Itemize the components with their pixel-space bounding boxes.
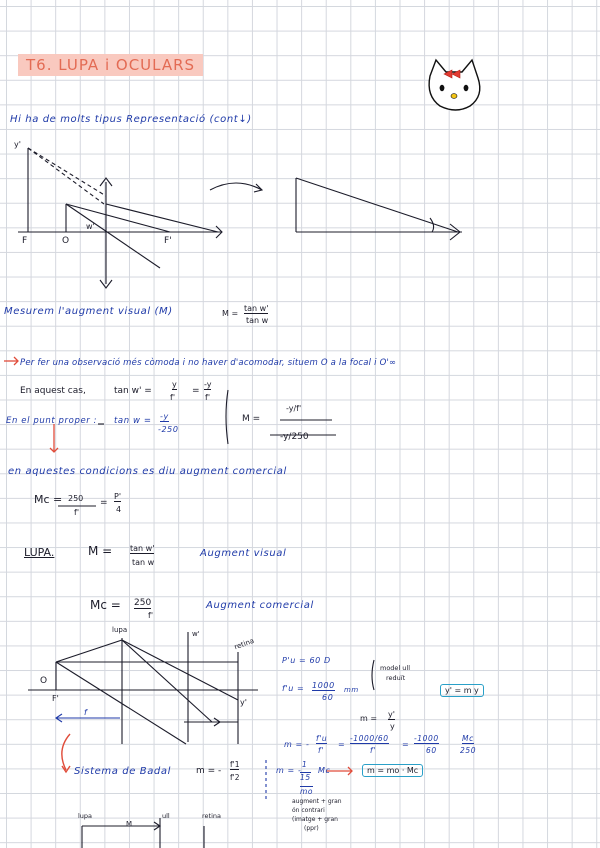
- m-long-num2: -1000/60: [350, 734, 389, 743]
- Mc-den1: f': [74, 508, 80, 517]
- small-note-3: (imatge + gran: [292, 816, 338, 823]
- Mc-num2: P': [114, 492, 122, 501]
- label-lupa: lupa: [112, 626, 128, 634]
- badal-lhs: m = -: [196, 766, 222, 776]
- y-prime-box: y' = m y: [440, 684, 484, 697]
- label-f: f: [84, 708, 88, 717]
- small-note-1: augment + gran: [292, 798, 342, 805]
- P-ull: P'u = 60 D: [282, 656, 331, 665]
- lupa-diagram: [28, 632, 258, 772]
- near-lhs: tan w =: [114, 416, 152, 426]
- cat-face-icon: [429, 60, 480, 110]
- m-long-den: f': [318, 746, 324, 755]
- model-note-2: reduït: [386, 674, 406, 682]
- model-note-1: model ull: [380, 664, 411, 672]
- m-den: y: [390, 722, 395, 731]
- lupa-M-note: Augment visual: [200, 548, 287, 559]
- page-title: T6. LUPA i OCULARS: [18, 54, 203, 76]
- lupa-label: LUPA.: [24, 546, 55, 559]
- m-long-den3: 60: [426, 746, 437, 755]
- m-long-frac-num: Mc: [462, 734, 474, 743]
- case-eq2-num: -y: [204, 380, 212, 389]
- badal-right-den: 15: [300, 773, 311, 782]
- eye-diagram: [296, 178, 462, 240]
- near-den: -250: [158, 425, 179, 434]
- f-ull-unit: mm: [344, 686, 359, 694]
- near-point-label: En el punt proper :: [6, 416, 98, 426]
- case-lhs: tan w' =: [114, 386, 152, 396]
- observation-line: Per fer una observació més còmoda i no haver d'acomodar, situem O a la focal i O'∞: [20, 358, 397, 368]
- label-retina-3: retina: [202, 812, 221, 820]
- lupa-Mc-note: Augment comercial: [206, 600, 314, 611]
- measure-formula-den: tan w: [246, 316, 269, 325]
- measure-formula-lhs: M =: [222, 309, 239, 318]
- m-long-eq: =: [338, 740, 346, 749]
- m-long-num3: -1000: [414, 734, 439, 743]
- near-num: -y: [160, 412, 169, 421]
- label-y-prime-2: y': [240, 698, 247, 707]
- badal-right-Mc: Mc: [318, 766, 331, 775]
- small-note-4: (ppr): [304, 825, 319, 832]
- badal-right-num: 1: [302, 760, 308, 769]
- f-ull-den: 60: [322, 693, 334, 702]
- case-den: f': [170, 393, 176, 402]
- m-long-den2: f': [370, 746, 376, 755]
- label-F-prime: F': [164, 236, 172, 246]
- lupa-M-den: tan w: [132, 558, 155, 567]
- label-O: O: [62, 236, 70, 246]
- label-w-prime-2: w': [192, 630, 200, 638]
- label-M-3: M: [126, 820, 133, 828]
- case-label: En aquest cas,: [20, 386, 86, 396]
- m-long-eq2: =: [402, 740, 410, 749]
- badal-den: f'2: [230, 773, 240, 782]
- bottom-diagram: [82, 818, 204, 848]
- m-long-lhs: m = -: [284, 740, 310, 749]
- lupa-Mc-num: 250: [134, 598, 152, 608]
- label-y-prime: y': [14, 140, 21, 149]
- intro-line: Hi ha de molts tipus Representació (cont↓): [10, 114, 252, 125]
- label-ull-3: ull: [162, 812, 170, 820]
- m-long-frac-den: 250: [460, 746, 477, 755]
- m-long-num: f'u: [316, 734, 328, 743]
- lupa-Mc-lhs: Mc =: [90, 598, 121, 612]
- M-ratio-den: -y/250: [280, 432, 309, 442]
- case-eq2-den: f': [205, 393, 211, 402]
- lupa-M-num: tan w': [130, 544, 155, 553]
- case-num: y: [172, 380, 177, 389]
- lupa-Mc-den: f': [148, 611, 154, 620]
- label-lupa-3: lupa: [78, 812, 93, 820]
- m-lhs: m =: [360, 714, 378, 723]
- M-ratio-num: -y/f': [286, 404, 302, 413]
- f-ull-num: 1000: [312, 681, 335, 690]
- badal-right-lhs: m = -: [276, 766, 302, 775]
- Mc-den2: 4: [116, 505, 122, 514]
- label-retina: retina: [233, 636, 256, 652]
- label-F: F: [22, 236, 28, 246]
- badal-label: Sistema de Badal: [74, 766, 171, 777]
- f-ull-lhs: f'u =: [282, 684, 305, 693]
- lupa-M-lhs: M =: [88, 544, 113, 558]
- badal-num: f'1: [230, 760, 240, 769]
- label-w-prime: w': [86, 222, 95, 231]
- Mc-num1: 250: [68, 494, 84, 503]
- Mc-eq: =: [100, 498, 108, 508]
- badal-right-mo: mo: [300, 787, 314, 796]
- label-O-2: O: [40, 676, 48, 686]
- lens-diagram-1: [18, 148, 262, 288]
- commercial-line: en aquestes condicions es diu augment comercial: [8, 466, 287, 477]
- m-product-box: m = mo · Mc: [362, 764, 423, 777]
- small-note-2: ón contrari: [292, 807, 325, 814]
- measure-formula-num: tan w': [244, 304, 269, 313]
- m-num: y': [388, 710, 395, 719]
- label-F-prime-2: F': [52, 694, 59, 703]
- measure-label: Mesurem l'augment visual (M): [4, 306, 173, 317]
- Mc-lhs: Mc =: [34, 493, 63, 506]
- M-ratio-lhs: M =: [242, 414, 261, 424]
